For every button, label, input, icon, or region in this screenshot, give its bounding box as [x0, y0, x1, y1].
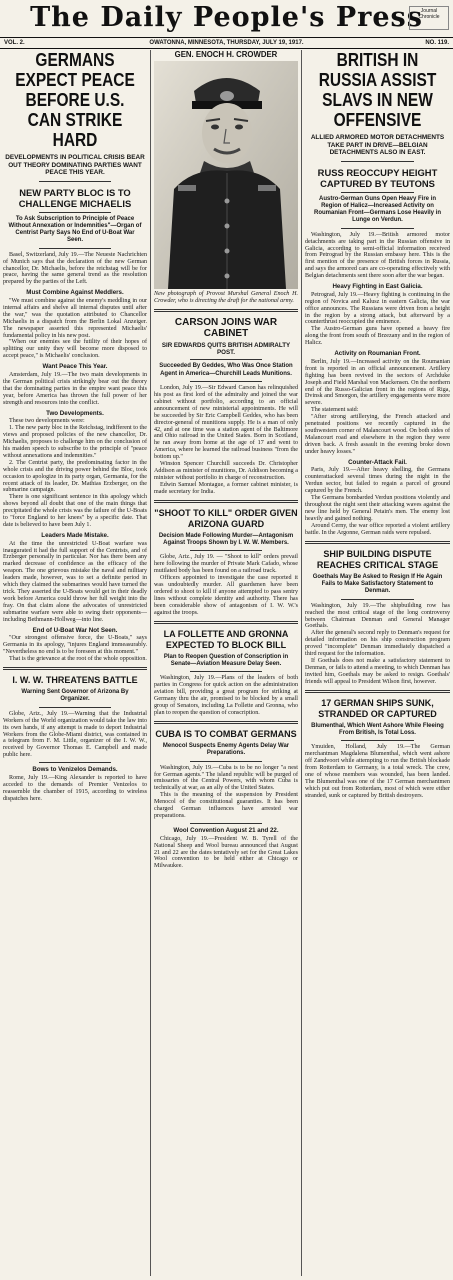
lead-subdeck: Austro-German Guns Open Heavy Fire in Region of Halicz—Increased Activity on Roumanian Front—Germans Lose Heavily in Lunge on Verdun.	[313, 195, 442, 224]
article-headline: I. W. W. THREATENS BATTLE	[12, 675, 138, 686]
double-rule	[154, 309, 298, 312]
article-deck: Warning Sent Governor of Arizona By Organizer.	[21, 689, 129, 703]
section-subhead: Activity on Roumanian Front.	[334, 350, 421, 358]
article-paragraph: After the general's second reply to Denman's request for detailed information on his ship construction program proved "incomplete" Denman immediately dispatched a third request for the information.	[305, 630, 450, 658]
column-right	[305, 50, 450, 1278]
article-paragraph: Washington, July 19.—Plans of the leaders of both parties in Congress for quick action on the administration aviation bill, providing a great program for striking at Germany thru the air, promised to be blocked by a small group of Senators, including La Follette and Gronna, who plan to reopen the question of conscription.	[154, 675, 298, 717]
masthead-ear	[409, 6, 449, 30]
lead-deck: ALLIED ARMORED MOTOR DETACHMENTS TAKE PART IN DRIVE—BELGIAN DETACHMENTS ALSO IN EAST.	[310, 134, 445, 157]
separator	[39, 212, 111, 213]
separator	[39, 248, 111, 249]
column-left	[3, 50, 147, 1278]
section-subhead: Leaders Made Mistake.	[41, 532, 109, 540]
lead-headline: GERMANS EXPECT PEACE BEFORE U.S. CAN STRIKE HARD	[15, 50, 135, 150]
masthead-ear-text: Journal Chronicle	[418, 8, 440, 20]
dateline-text: OWATONNA, MINNESOTA, THURSDAY, JULY 19, 1917.	[149, 40, 304, 46]
article-paragraph: If Goethals does not make a satisfactory statement to Denman, or fails to attend a meeting, to which Denman has invited him, Goethals may be asked to resign. Goethals' friends will appeal to President Wilson first, however.	[305, 658, 450, 686]
separator	[39, 707, 111, 708]
separator	[341, 740, 414, 741]
section-subhead: Two Developments.	[46, 409, 104, 417]
portrait-photo	[154, 61, 298, 289]
article-deck: Goethals May Be Asked to Resign If He Again Fails to Make Satisfactory Statement to Denman.	[312, 573, 443, 595]
article-paragraph: These two developments were:	[9, 417, 85, 424]
section-subhead: Heavy Fighting in East Galicia.	[332, 283, 423, 291]
article-paragraph: The Austro-German guns have opened a heavy fire along the front from south of Brzezany and in the region of Halicz.	[305, 326, 450, 347]
lead-headline: BRITISH IN RUSSIA ASSIST SLAVS IN NEW OFFENSIVE	[318, 50, 437, 130]
article-paragraph: "We must combine against the enemy's meddling in our internal affairs and shelve all internal disputes until after the war," was the quotation attributed to Chancellor Michaelis in a dispatch from the Berlin Lokal Anzeiger. The newspaper asserted this represented Michaelis' fundamental policy in his new post.	[3, 297, 147, 339]
issue-number: NO. 119.	[425, 40, 449, 46]
separator	[190, 359, 262, 360]
section-subhead: End of U-Boat War Not Seen.	[32, 627, 118, 635]
lead-subhead: RUSS REOCCUPY HEIGHT CAPTURED BY TEUTONS	[317, 166, 438, 189]
double-rule	[154, 500, 298, 503]
article-paragraph: London, July 19.—Sir Edward Carson has relinquished his post as first lord of the admiralty and joined the war cabinet without portfolio, according to an official announcement of new ministerial appointments. He will be succeeded by Sir Eric Campbell Geddes, who has been director-general of munitions supply. He is a man of only 42, and at one time was a station agent of the Baltimore and Ohio railroad in the United States. Born in Scotland, he ran away from home at the age of 17 and went to America, where he learned the railroad business "from the bottom up."	[154, 384, 298, 461]
column-center	[154, 50, 298, 1278]
article-headline: CUBA IS TO COMBAT GERMANS	[155, 729, 297, 740]
double-rule	[305, 690, 450, 693]
article-paragraph: 2. The Centrist party, the predominating factor in the whole crisis and the driving power behind the Bloc, took occasion to apologize in its party organ, Germania, for the recent attack of its leader, Dr. Mathias Erzberger, on the submarine campaign.	[3, 459, 147, 494]
photo-title: GEN. ENOCH H. CROWDER	[174, 50, 278, 59]
article-paragraph: "Our strongest offensive force, the U-Boats," says Germania in its apology, "injures England immeasurably. "Nevertheless no end is to be foreseen at this moment."	[3, 635, 147, 656]
article-paragraph: Globe, Ariz., July 19. — "Shoot to kill" orders prevail here following the murder of Private Mark Cafado, whose mutilated body has been found on a railroad track.	[154, 554, 298, 575]
article-paragraph: Rome, July 19.—King Alexander is reported to have acceded to the demands of Premier Venizelos to reassemble the chamber of 1915, according to wireless dispatches here.	[3, 774, 147, 802]
dateline-bar	[0, 37, 453, 49]
article-paragraph: Globe, Ariz., July 19.—Warning that the Industrial Workers of the World organization would take the law into its own hands, if any attempt is made to deport Industrial Workers from the Globe-Miami district, was contained in a telegram from F. M. Little, organizer of the I. W. W., received by Governor Thomas E. Campbell and made public here.	[3, 710, 147, 759]
article-paragraph: Washington, July 19.—The shipbuilding row has reached the most critical stage of the long controversy between Chairman Denman and General Manager Goethals.	[305, 602, 450, 630]
section-subhead: Want Peace This Year.	[42, 363, 108, 371]
article-paragraph: Washington, July 19.—British armored motor detachments are taking part in the Russian offensive in Galicia, according to semi-official information received from Petrograd by the Russian embassy here. This is the first mention of the presence of British forces in Russia, and says the armored cars are co-operating effectively with Belgian detachments sent there soon after the war began.	[305, 231, 450, 280]
article-paragraph: Basel, Switzerland, July 19.—The Neueste Nachrichten of Munich says that the declaration of the new German chancellor, Dr. Michaelis, before the reichstag will be for peace, having the same general trend as the resolution prepared by the parties of the Left.	[3, 251, 147, 286]
lead-subdeck: To Ask Subscription to Principle of Peace Without Annexation or Indemnities"—Organ of Centrist Party Says No End of U-Boat War Seen.	[8, 215, 142, 244]
article-paragraph: Edwin Samuel Montague, a former cabinet minister, is made secretary for India.	[154, 482, 298, 496]
article-paragraph: Chicago, July 19.—President W. B. Tyrell of the National Sheep and Wool bureau announced that August 21 and 22 are the dates tentatively set for the Great Lakes Wool convention to be held either at Chicago or Milwaukee.	[154, 835, 298, 870]
article-headline: Wool Convention August 21 and 22.	[173, 827, 279, 835]
article-paragraph: There is one significant sentence in this apology which shows beyond all doubt that one of the main things that precipitated the whole crisis was the failure of the U-Boats to "force England to her knees" by a specific date. That date is believed to have been July 1.	[3, 494, 147, 529]
article-headline: LA FOLLETTE AND GRONNA EXPECTED TO BLOCK BILL	[163, 629, 289, 651]
masthead	[0, 0, 453, 36]
separator	[190, 823, 262, 824]
double-rule	[154, 621, 298, 624]
article-paragraph: Around Cerny, the war office reported a violent artillery battle. In the Argonne, German raids were repulsed.	[305, 523, 450, 537]
article-subdeck: Succeeded By Geddes, Who Was Once Station Agent in America—Churchill Leads Munitions.	[159, 363, 293, 377]
article-paragraph: The statement said:	[311, 407, 359, 414]
separator	[39, 181, 111, 182]
lead-subhead: NEW PARTY BLOC IS TO CHALLENGE MICHAELIS	[18, 186, 132, 209]
article-paragraph: Paris, July 19.—After heavy shelling, the Germans counterattacked several times during the night in the Verdun sector, but failed to regain a parcel of ground captured by the French.	[305, 467, 450, 495]
article-paragraph: Petrograd, July 19.—Heavy fighting is continuing in the region of Novica and Kalusz in eastern Galicia, the war office announces. The Russians were driven from a height in the region by a strong attack, but afterward by a counterthrust reoccupied the eminence.	[305, 291, 450, 326]
photo-caption: New photograph of Provost Murshal General Enoch H. Crowder, who is directing the draft for the national army.	[154, 291, 298, 304]
double-rule	[3, 667, 147, 670]
double-rule	[305, 541, 450, 544]
article-headline: SHIP BUILDING DISPUTE REACHES CRITICAL STAGE	[316, 548, 439, 570]
section-subhead: Counter-Attack Fail.	[348, 459, 407, 467]
article-paragraph: This is the meaning of the suspension by President Menocol of the constitutional guaranties. It has been charged German influences have arrested war preparations.	[154, 792, 298, 820]
section-subhead: Must Combine Against Meddlers.	[26, 289, 124, 297]
separator	[341, 599, 414, 600]
separator	[190, 671, 262, 672]
separator	[39, 762, 111, 763]
separator	[341, 228, 414, 229]
article-deck: Blumenthal, Which Went Ashore While Fleeing From British, Is Total Loss.	[311, 723, 444, 737]
double-rule	[154, 721, 298, 724]
article-paragraph: Ymuiden, Holland, July 19.—The German merchantman Magdalena Blumenthal, which went ashore off Zandvoort while attempting to run the British blockade from Rotterdam to Germany, is a total wreck. The crew, one of whose members was wounded, has been landed. The Blumenthal was one of the 17 German merchantmen which put out from Rotterdam, most of which were either stranded, sunk or captured by British destroyers.	[305, 744, 450, 800]
article-paragraph: 1. The new party bloc in the Reichstag, indifferent to the views and proposed policies of the new chancellor, Dr. Michaelis, proposes to challenge him on the conclusion of his maiden speech to subscribe to the principle of "peace without annexations and indemnities."	[3, 424, 147, 459]
article-paragraph: Berlin, July 19.—Increased activity on the Roumanian front is reported in an official announcement. Artillery fighting has been revived in the sectors of Archduke Joseph and Field Marshal von Mackensen. On the northern end of the Russo-Galician front in the regions of Riga, Dvinsk and Smorgon, the artillery engagements were more severe.	[305, 358, 450, 407]
article-deck: SIR EDWARDS QUITS BRITISH ADMIRALTY POST.	[161, 342, 291, 357]
lead-deck: DEVELOPMENTS IN POLITICAL CRISIS BEAR OUT THEORY DOMINATING PARTIES WANT PEACE THIS YEAR.	[5, 154, 145, 177]
article-headline: Bows to Venizelos Demands.	[32, 766, 118, 774]
article-deck: Decision Made Following Murder—Antagonism Against Troops Shown by I. W. W. Members.	[158, 533, 294, 547]
article-paragraph: That is the grievance at the root of the whole opposition.	[9, 656, 147, 663]
article-paragraph: Amsterdam, July 19.—The two main developments in the German political crisis strikingly bear out the theory that the dominating parties in the empire want peace this year, before America has thrown the full power of her strength and resources into the conflict.	[3, 371, 147, 406]
article-headline: "SHOOT TO KILL" ORDER GIVEN ARIZONA GUARD	[154, 508, 298, 530]
separator	[341, 192, 414, 193]
article-headline: CARSON JOINS WAR CABINET	[174, 317, 278, 339]
article-paragraph: Washington, July 19.—Cuba is to be no longer "a nest for German agents." The island republic will be purged of emissaries of the Central Powers, with whom Cuba is technically at war, as an ally of the United States.	[154, 764, 298, 792]
article-headline: 17 GERMAN SHIPS SUNK, STRANDED OR CAPTURED	[318, 698, 437, 720]
column-rule	[150, 50, 151, 1276]
article-deck: Menocol Suspects Enemy Agents Delay War Preparations.	[162, 743, 290, 757]
article-paragraph: At the time the unrestricted U-Boat warfare was inaugurated it had the full support of the Centrists, and of Erzberger personally in particular. Nor has there been any marked decrease of confidence as the efficacy of the weapon. The one grievous mistake the naval and military leaders made, however, was to set a definite period in which they claimed the submarines would have turned the trick. They asserted the U-Boats would get in their deadly work before America could throw her full weight into the fray. On that claim alone the advocates of unrestricted submarine warfare were able to swing their opponents—including Bethmann-Hollweg—into line.	[3, 540, 147, 624]
volume-label: VOL. 2.	[4, 40, 25, 46]
separator	[341, 161, 414, 162]
article-paragraph: Officers appointed to investigate the case reported it was undoubtedly murder. All guardsmen have been ordered to shoot to kill if anyone attempted to pass sentry lines without complete identity and authority. There has been considerable show of antagonism of I. W. W.'s against the troops.	[154, 575, 298, 617]
article-paragraph: Winston Spencer Churchill succeeds Dr. Christopher Addison as minister of munitions, Dr. Addison becoming a minister without portfolio in charge of reconstruction.	[154, 461, 298, 482]
column-rule	[301, 50, 302, 1276]
article-paragraph: The Germans bombarded Verdun positions violently and throughout the night sent their attacking waves against the new line held by General Petain's men. The enemy lost heavily and gained nothing.	[305, 495, 450, 523]
article-paragraph: "When our enemies see the futility of their hopes of splitting our unity they will become more disposed to accept peace," is Michaelis' conclusion.	[3, 339, 147, 360]
article-paragraph: "After strong artillerying, the French attacked and penetrated positions we recently captured in the southwestern corner of Malancourt wood. On both sides of Malancourt road and elsewhere in the region they were driven back. A fresh assault in the evening broke down under heavy losses."	[305, 414, 450, 456]
article-deck: Plan to Reopen Question of Conscription in Senate—Aviation Measure Delay Seen.	[163, 654, 289, 668]
separator	[190, 761, 262, 762]
newspaper-title: The Daily People's Press	[30, 2, 423, 33]
separator	[190, 381, 262, 382]
separator	[190, 550, 262, 551]
